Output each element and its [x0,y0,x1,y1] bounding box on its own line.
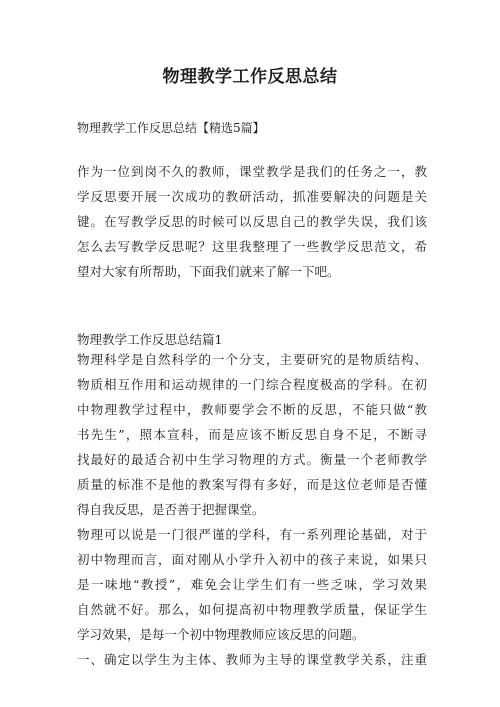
paragraph-line: 自然就不好。那么，如何提高初中物理教学质量，保证学生 [77,602,427,617]
section1-paragraph-2 [77,522,427,647]
paragraph-line: 物理科学是自然科学的一个分支，主要研究的是物质结构、 [77,352,427,367]
paragraph-line: 一、确定以学生为主体、教师为主导的课堂教学关系，注重 [77,652,427,667]
paragraph-line: 找最好的最适合初中生学习物理的方式。衡量一个老师教学 [77,452,427,467]
intro-line: 作为一位到岗不久的教师，课堂教学是我们的任务之一，教 [77,164,427,179]
paragraph-line: 学习效果，是每一个初中物理教师应该反思的问题。 [77,627,365,642]
section-heading: 物理教学工作反思总结篇1 [77,332,223,347]
paragraph-line: 物理可以说是一门很严谨的学科，有一系列理论基础，对于 [77,527,427,542]
intro-line: 怎么去写教学反思呢？这里我整理了一些教学反思范文，希 [77,239,427,254]
paragraph-line: 物质相互作用和运动规律的一门综合程度极高的学科。在初 [77,377,427,392]
document-subtitle: 物理教学工作反思总结【精选5篇】 [77,121,265,135]
paragraph-line: 得自我反思，是否善于把握课堂。 [77,502,265,517]
paragraph-line: 中物理教学过程中，教师要学会不断的反思，不能只做“教 [77,402,427,417]
paragraph-line: 是一味地“教授”，难免会让学生们有一些乏味，学习效果 [77,577,427,592]
paragraph-line: 初中物理而言，面对刚从小学升入初中的孩子来说，如果只 [77,552,427,567]
intro-paragraph [77,159,427,284]
section1-paragraph-3 [77,647,427,672]
intro-line: 望对大家有所帮助，下面我们就来了解一下吧。 [77,264,340,279]
paragraph-line: 书先生”，照本宣科，而是应该不断反思自身不足，不断寻 [77,427,427,442]
intro-line: 学反思要开展一次成功的教研活动，抓准要解决的问题是关 [77,189,427,204]
section1-paragraph-1 [77,347,427,522]
intro-line: 键。在写教学反思的时候可以反思自己的教学失误，我们该 [77,214,427,229]
document-title: 物理教学工作反思总结 [162,67,338,87]
paragraph-line: 质量的标准不是他的教案写得有多好，而是这位老师是否懂 [77,477,427,492]
